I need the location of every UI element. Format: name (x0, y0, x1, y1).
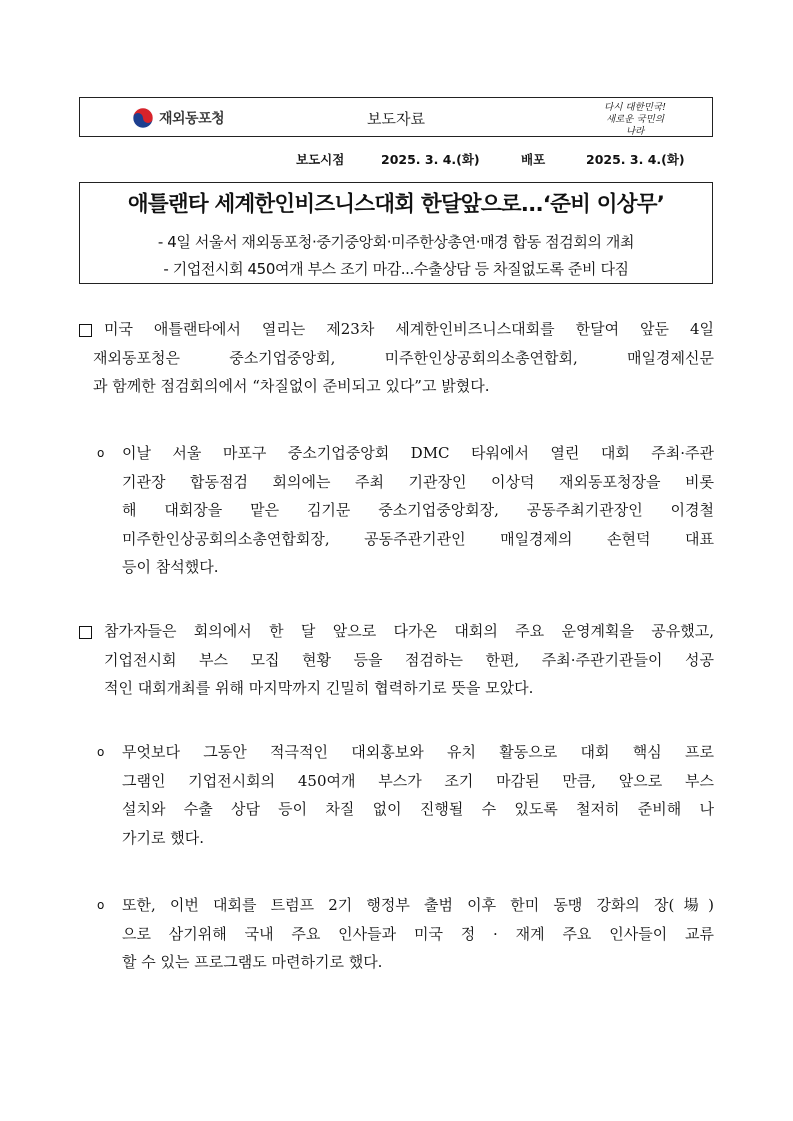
paragraph-line: 또한, 이번 대회를 트럼프 2기 행정부 출범 이후 한미 동맹 강화의 장(場) (122, 896, 714, 914)
paragraph-line: 미주한인상공회의소총연합회장, 공동주관기관인 매일경제의 손현덕 대표 (122, 529, 714, 548)
slogan (600, 102, 670, 138)
paragraph-line: 그램인 기업전시회의 450여개 부스가 조기 마감된 만큼, 앞으로 부스 (122, 771, 714, 790)
circle-bullet-icon: o (97, 898, 105, 912)
header-box (79, 97, 713, 137)
org-name: 재외동포청 (159, 111, 225, 127)
release-dates (0, 150, 793, 168)
paragraph-line: 참가자들은 회의에서 한 달 앞으로 다가온 대회의 주요 운영계획을 공유했고, (104, 622, 714, 640)
subheadline-1: - 4일 서울서 재외동포청·중기중앙회·미주한상총연·매경 합동 점검회의 개최 (157, 233, 635, 251)
slogan-line-2: 새로운 국민의 나라 (605, 114, 665, 137)
paragraph-line: 으로 삼기위해 국내 주요 인사들과 미국 정 · 재계 주요 인사들이 교류 (122, 924, 714, 943)
release-value: 2025. 3. 4.(화) (381, 152, 480, 167)
circle-bullet-icon: o (97, 446, 105, 460)
paragraph-line: 기관장 합동점검 회의에는 주최 기관장인 이상덕 재외동포청장을 비롯 (122, 472, 714, 491)
paragraph-line: 무엇보다 그동안 적극적인 대외홍보와 유치 활동으로 대회 핵심 프로 (122, 743, 714, 761)
paragraph-line: 과 함께한 점검회의에서 “차질없이 준비되고 있다”고 밝혔다. (93, 377, 490, 395)
doc-type: 보도자료 (367, 110, 425, 128)
paragraph-line: 이날 서울 마포구 중소기업중앙회 DMC 타워에서 열린 대회 주최·주관 (122, 444, 714, 462)
paragraph-line: 기업전시회 부스 모집 현황 등을 점검하는 한편, 주최·주관기관들이 성공 (104, 650, 714, 669)
paragraph-line: 설치와 수출 상담 등이 차질 없이 진행될 수 있도록 철저히 준비해 나 (122, 800, 714, 818)
paragraph-4 (122, 738, 714, 852)
paragraph-line: 등이 참석했다. (122, 558, 219, 576)
subheadline-2: - 기업전시회 450여개 부스 조기 마감...수출상담 등 차질없도록 준비 다짐 (163, 260, 629, 278)
circle-bullet-icon: o (97, 745, 105, 759)
paragraph-1 (93, 315, 714, 401)
checkbox-bullet-icon (79, 324, 92, 337)
paragraph-line: 적인 대회개최를 위해 마지막까지 긴밀히 협력하기로 뜻을 모았다. (104, 679, 534, 697)
checkbox-bullet-icon (79, 626, 92, 639)
slogan-line-1: 다시 대한민국! (604, 102, 666, 113)
release-label: 보도시점 (296, 152, 345, 167)
paragraph-line: 해 대회장을 맡은 김기문 중소기업중앙회장, 공동주최기관장인 이경철 (122, 501, 714, 519)
paragraph-5 (122, 891, 714, 977)
headline: 애틀랜타 세계한인비즈니스대회 한달앞으로...‘준비 이상무’ (127, 192, 665, 217)
distribution-label: 배포 (521, 152, 546, 167)
paragraph-line: 미국 애틀랜타에서 열리는 제23차 세계한인비즈니스대회를 한달여 앞둔 4일 (104, 320, 714, 338)
paragraph-line: 가기로 했다. (122, 828, 204, 847)
paragraph-line: 재외동포청은 중소기업중앙회, 미주한인상공회의소총연합회, 매일경제신문 (93, 348, 714, 367)
paragraph-3 (104, 617, 714, 703)
paragraph-2 (122, 439, 714, 582)
title-box (79, 182, 713, 284)
distribution-value: 2025. 3. 4.(화) (586, 152, 685, 167)
paragraph-line: 할 수 있는 프로그램도 마련하기로 했다. (122, 953, 383, 971)
